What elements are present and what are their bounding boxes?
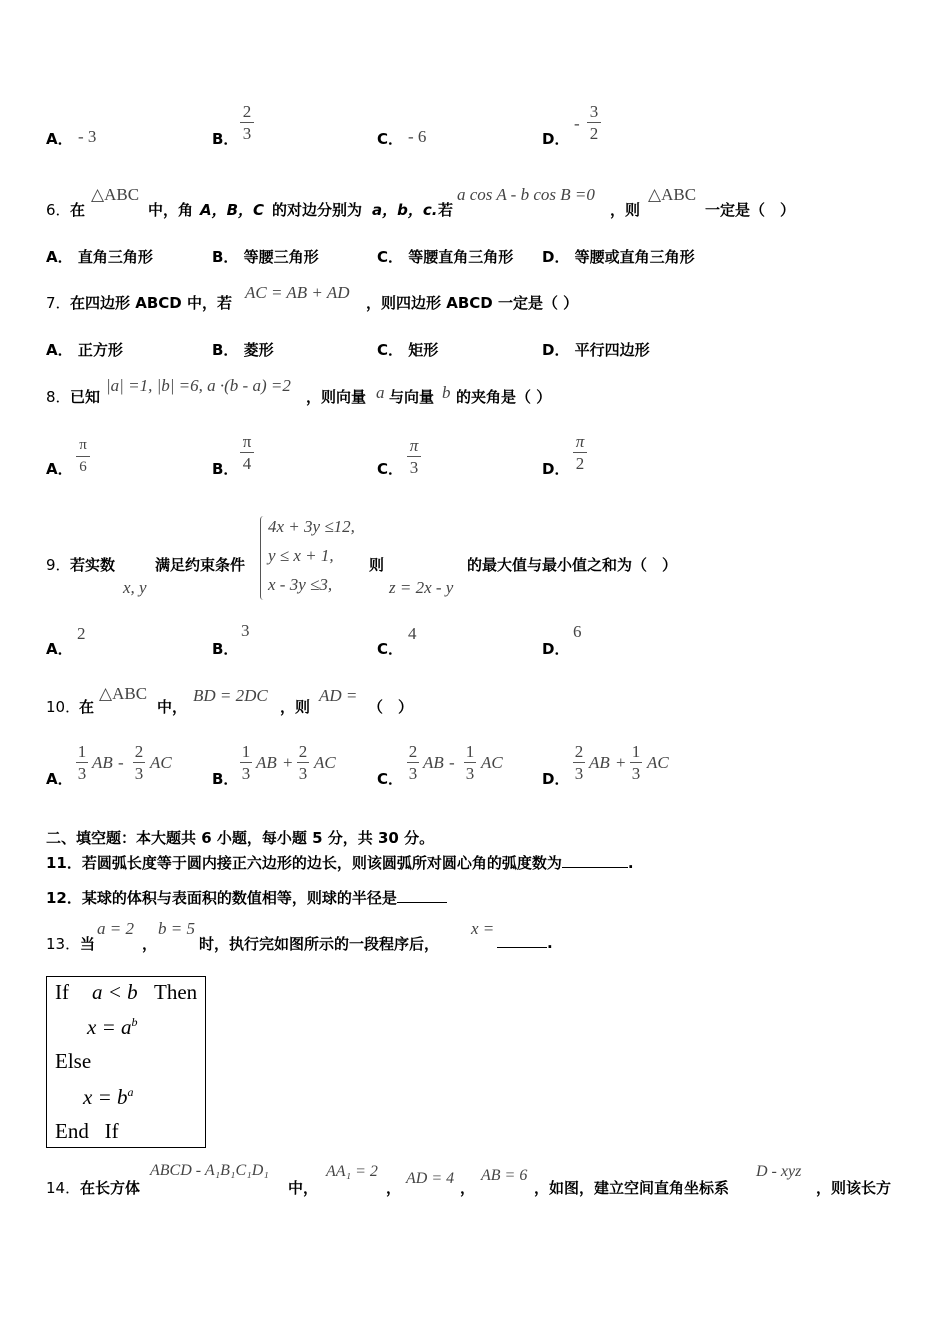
- q8-vector-a: a: [376, 383, 385, 402]
- q8-vector-b: b: [442, 383, 451, 402]
- q10-option-b-label: B．: [212, 770, 239, 788]
- q14-text-5: ，如图，建立空间直角坐标系: [534, 1179, 730, 1197]
- q10-option-b-vec-1: AB: [256, 753, 277, 772]
- q10-option-d-frac-2: 1 3: [631, 742, 641, 783]
- q8-option-c-fraction: π 3: [407, 436, 421, 477]
- code-else-keyword: Else: [55, 1049, 92, 1073]
- q14-text-4: ，: [460, 1179, 476, 1197]
- q10-option-c-vec-2: AC: [481, 753, 503, 772]
- q9-option-d-value: 6: [573, 622, 582, 641]
- q9-number: 9．: [46, 556, 71, 574]
- q5-option-c-label: C．: [377, 130, 404, 148]
- q5-option-a-value: - 3: [78, 127, 97, 146]
- q7-option-b: B． 菱形: [212, 341, 274, 359]
- q7-text-1: 在四边形 ABCD 中，若: [70, 294, 232, 312]
- q12-text: 12．某球的体积与表面积的数值相等，则球的半径是: [46, 887, 447, 908]
- q11-text: 11．若圆弧长度等于圆内接正六边形的边长，则该圆弧所对圆心角的弧度数为 .: [46, 854, 634, 872]
- q13-text-1: 当: [80, 935, 96, 953]
- q9-text-2: 满足约束条件: [155, 556, 246, 574]
- q6-text-2: 中，角: [148, 201, 194, 219]
- q10-option-a-frac-2: 2 3: [134, 742, 144, 783]
- q10-option-c-vec-1: AB: [423, 753, 444, 772]
- q9-option-d-label: D．: [542, 640, 570, 658]
- q5-option-d-sign: -: [574, 114, 580, 133]
- q6-option-a: A． 直角三角形: [46, 248, 153, 266]
- q6-number: 6．: [46, 201, 71, 219]
- q10-option-d-op: +: [616, 753, 626, 772]
- q7-option-c: C． 矩形: [377, 341, 439, 359]
- q9-objective: z = 2x - y: [389, 578, 454, 597]
- q6-text-4: 若: [438, 201, 454, 219]
- q8-option-b-fraction: π 4: [240, 432, 254, 473]
- q14-number: 14．: [46, 1179, 81, 1197]
- q6-angles: A，B，C: [200, 201, 265, 219]
- q10-option-d-frac-1: 2 3: [574, 742, 584, 783]
- code-end-if: End If: [55, 1119, 119, 1143]
- code-assign-2: $x = b^a$: [83, 1085, 134, 1109]
- q14-text-2: 中，: [288, 1179, 319, 1197]
- q9-constraint-2: y ≤ x + 1,: [268, 546, 334, 565]
- q10-text-1: 在: [79, 698, 95, 716]
- q11-blank[interactable]: [562, 853, 628, 868]
- q7-option-a: A． 正方形: [46, 341, 123, 359]
- q10-number: 10．: [46, 698, 81, 716]
- q9-text-1: 若实数: [70, 556, 116, 574]
- code-if-condition: a < b: [92, 980, 138, 1004]
- q7-option-d: D． 平行四边形: [542, 341, 650, 359]
- q8-text-3: 与向量: [389, 388, 435, 406]
- q10-ad: AD =: [319, 686, 358, 705]
- q13-a: a = 2: [97, 919, 134, 938]
- q9-option-c-value: 4: [408, 624, 417, 643]
- q10-option-a-vec-2: AC: [150, 753, 172, 772]
- q8-option-d-fraction: π 2: [573, 432, 587, 473]
- q6-text-3: 的对边分别为: [272, 201, 363, 219]
- q8-option-d-label: D．: [542, 460, 570, 478]
- q7-text-2: ，则四边形 ABCD 一定是（ ）: [366, 294, 579, 312]
- q9-option-a-value: 2: [77, 624, 86, 643]
- q7-condition: AC = AB + AD: [245, 283, 350, 302]
- code-then-keyword: Then: [154, 980, 198, 1004]
- q6-sides: a，b，c.: [372, 201, 438, 219]
- q9-option-a-label: A．: [46, 640, 73, 658]
- q10-triangle: △ABC: [99, 684, 148, 703]
- q6-condition: a cos A - b cos B =0: [457, 185, 595, 204]
- q8-text-4: 的夹角是（ ）: [456, 388, 552, 406]
- q6-triangle-2: △ABC: [648, 185, 697, 204]
- q9-variables: x, y: [123, 578, 147, 597]
- q10-option-b-frac-1: 1 3: [241, 742, 251, 783]
- q7-number: 7．: [46, 294, 71, 312]
- q8-condition: |a| =1, |b| =6, a ·(b - a) =2: [106, 376, 291, 395]
- q13-text-3: 时，执行完如图所示的一段程序后，: [199, 935, 440, 953]
- q6-text-5: ，则: [610, 201, 641, 219]
- q5-option-d-fraction: 3 2: [587, 102, 601, 143]
- q10-option-d-label: D．: [542, 770, 570, 788]
- q8-number: 8．: [46, 388, 71, 406]
- q10-option-a-frac-1: 1 3: [77, 742, 87, 783]
- q6-option-c: C． 等腰直角三角形: [377, 248, 514, 266]
- q10-option-a-op: -: [118, 753, 124, 772]
- q10-option-c-label: C．: [377, 770, 404, 788]
- q8-option-a-fraction: π 6: [76, 436, 90, 477]
- q10-option-c-frac-1: 2 3: [408, 742, 418, 783]
- q6-option-d: D． 等腰或直角三角形: [542, 248, 695, 266]
- q8-option-a-label: A．: [46, 460, 73, 478]
- q10-option-a-vec-1: AB: [92, 753, 113, 772]
- q12-blank[interactable]: [397, 888, 447, 903]
- q9-brace: [260, 516, 267, 600]
- q13-b: b = 5: [158, 919, 195, 938]
- q10-condition: BD = 2DC: [193, 686, 268, 705]
- q8-text-1: 已知: [70, 388, 101, 406]
- q10-text-2: 中，: [157, 698, 188, 716]
- code-assign-1: $x = a^b$: [87, 1015, 138, 1039]
- q6-triangle-1: △ABC: [91, 185, 140, 204]
- q9-option-b-value: 3: [241, 621, 250, 640]
- q10-option-b-vec-2: AC: [314, 753, 336, 772]
- program-code-box: [46, 976, 206, 1148]
- q6-option-b: B． 等腰三角形: [212, 248, 319, 266]
- q10-option-a-label: A．: [46, 770, 73, 788]
- q5-option-b-fraction: 2 3: [240, 102, 254, 143]
- code-if-keyword: If: [55, 980, 69, 1004]
- q14-text-6: ，则该长方: [816, 1179, 892, 1197]
- q14-ad: AD = 4: [406, 1170, 455, 1187]
- q14-coordinate-system: D - xyz: [756, 1163, 802, 1180]
- q9-text-4: 的最大值与最小值之和为（ ）: [467, 556, 678, 574]
- q6-text-6: 一定是（ ）: [705, 201, 796, 219]
- q5-option-c-value: - 6: [408, 127, 427, 146]
- q13-text-2: ，: [142, 935, 158, 953]
- q9-text-3: 则: [369, 556, 385, 574]
- q10-text-3: ，则: [280, 698, 311, 716]
- q14-text-1: 在长方体: [80, 1179, 141, 1197]
- q5-option-d-label: D．: [542, 130, 570, 148]
- q10-option-c-op: -: [449, 753, 455, 772]
- q10-option-c-frac-2: 1 3: [465, 742, 475, 783]
- q14-ab: AB = 6: [481, 1167, 528, 1184]
- q5-option-b-label: B．: [212, 130, 239, 148]
- q9-constraint-1: 4x + 3y ≤12,: [268, 517, 355, 536]
- q10-option-b-op: +: [283, 753, 293, 772]
- q13-x: x =: [471, 919, 495, 938]
- q10-text-4: （ ）: [368, 698, 414, 716]
- q6-text-1: 在: [70, 201, 86, 219]
- q8-text-2: ，则向量: [306, 388, 367, 406]
- q13-number: 13．: [46, 935, 81, 953]
- q14-box: ABCD - A₁B₁C₁D₁: [150, 1162, 269, 1179]
- q10-option-d-vec-1: AB: [589, 753, 610, 772]
- q9-option-c-label: C．: [377, 640, 404, 658]
- q13-blank-wrap: .: [497, 933, 553, 952]
- q14-text-3: ，: [386, 1179, 402, 1197]
- section-2-title: 二、填空题：本大题共 6 小题，每小题 5 分，共 30 分。: [46, 829, 435, 847]
- q5-option-a-label: A．: [46, 130, 73, 148]
- q9-option-b-label: B．: [212, 640, 239, 658]
- q8-option-c-label: C．: [377, 460, 404, 478]
- q10-option-b-frac-2: 2 3: [298, 742, 308, 783]
- q9-constraint-3: x - 3y ≤3,: [268, 575, 333, 594]
- q13-blank[interactable]: [497, 933, 547, 948]
- q8-option-b-label: B．: [212, 460, 239, 478]
- q14-aa1: AA₁ = 2: [326, 1163, 378, 1180]
- q10-option-d-vec-2: AC: [647, 753, 669, 772]
